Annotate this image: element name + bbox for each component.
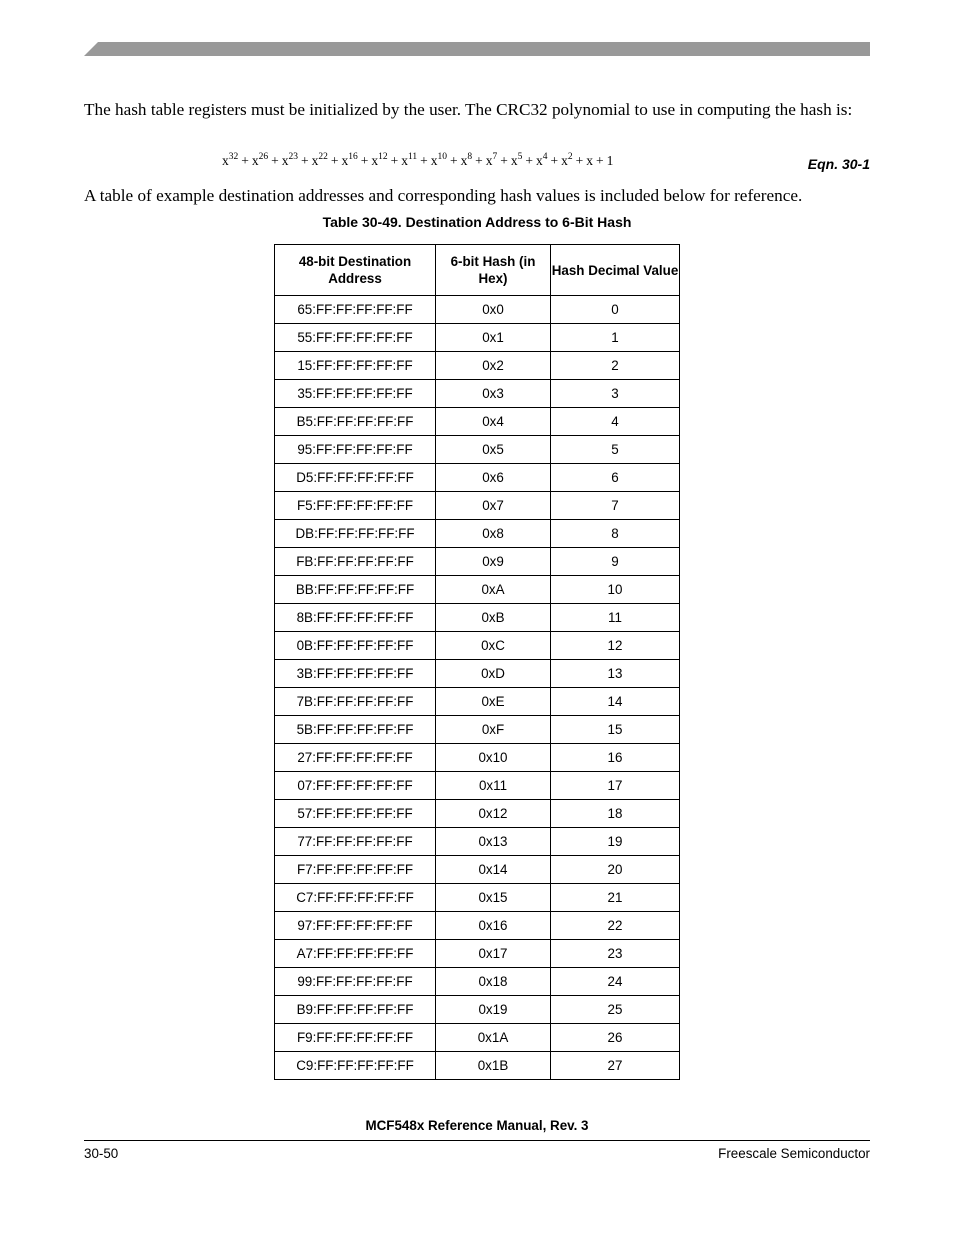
cell-destination-address: F7:FF:FF:FF:FF:FF [275, 856, 436, 884]
cell-hash-hex: 0x18 [436, 968, 551, 996]
cell-hash-hex: 0x4 [436, 408, 551, 436]
cell-destination-address: F5:FF:FF:FF:FF:FF [275, 492, 436, 520]
cell-destination-address: 35:FF:FF:FF:FF:FF [275, 380, 436, 408]
cell-hash-decimal: 18 [551, 800, 680, 828]
equation-operator: + [301, 153, 309, 168]
table-row [275, 1052, 680, 1080]
table-row [275, 576, 680, 604]
equation-term-base: x [586, 153, 594, 168]
table-row [275, 492, 680, 520]
table-row [275, 408, 680, 436]
cell-hash-hex: 0x15 [436, 884, 551, 912]
footer-page-number: 30-50 [84, 1146, 119, 1161]
cell-hash-decimal: 24 [551, 968, 680, 996]
equation-term-exponent: 11 [408, 152, 418, 162]
equation-term-base: x [371, 153, 379, 168]
cell-destination-address: F9:FF:FF:FF:FF:FF [275, 1024, 436, 1052]
equation-term-base: x [281, 153, 289, 168]
header-destination-address: 48-bit Destination Address [275, 245, 436, 296]
equation-operator: + [241, 153, 249, 168]
cell-hash-decimal: 23 [551, 940, 680, 968]
cell-hash-decimal: 19 [551, 828, 680, 856]
table-row [275, 520, 680, 548]
cell-hash-hex: 0xE [436, 688, 551, 716]
footer-manual-title: MCF548x Reference Manual, Rev. 3 [365, 1118, 589, 1133]
cell-hash-hex: 0x14 [436, 856, 551, 884]
table-row [275, 856, 680, 884]
cell-hash-hex: 0x2 [436, 352, 551, 380]
cell-hash-decimal: 3 [551, 380, 680, 408]
cell-hash-hex: 0x17 [436, 940, 551, 968]
header-bar-shape [84, 42, 870, 56]
cell-destination-address: C9:FF:FF:FF:FF:FF [275, 1052, 436, 1080]
cell-destination-address: 97:FF:FF:FF:FF:FF [275, 912, 436, 940]
cell-hash-hex: 0x1B [436, 1052, 551, 1080]
equation-term-exponent: 26 [258, 152, 269, 162]
equation-label: Eqn. 30-1 [807, 156, 870, 172]
cell-hash-decimal: 8 [551, 520, 680, 548]
equation-term-base: 1 [606, 153, 614, 168]
cell-destination-address: A7:FF:FF:FF:FF:FF [275, 940, 436, 968]
cell-hash-hex: 0x10 [436, 744, 551, 772]
intro-paragraph: The hash table registers must be initialized by the user. The CRC32 polynomial to use in computing the hash is: [84, 100, 853, 119]
cell-hash-decimal: 0 [551, 296, 680, 324]
cell-hash-decimal: 22 [551, 912, 680, 940]
table-header-row [275, 245, 680, 296]
cell-hash-decimal: 10 [551, 576, 680, 604]
table-row [275, 436, 680, 464]
cell-destination-address: 65:FF:FF:FF:FF:FF [275, 296, 436, 324]
cell-destination-address: 5B:FF:FF:FF:FF:FF [275, 716, 436, 744]
equation-term-base: x [251, 153, 259, 168]
equation-term-exponent: 10 [437, 152, 448, 162]
equation-operator: + [360, 153, 369, 168]
cell-destination-address: 3B:FF:FF:FF:FF:FF [275, 660, 436, 688]
cell-hash-decimal: 6 [551, 464, 680, 492]
cell-destination-address: 95:FF:FF:FF:FF:FF [275, 436, 436, 464]
cell-hash-decimal: 2 [551, 352, 680, 380]
cell-destination-address: D5:FF:FF:FF:FF:FF [275, 464, 436, 492]
table-title: Table 30-49. Destination Address to 6-Bit Hash [322, 214, 632, 230]
cell-hash-hex: 0x0 [436, 296, 551, 324]
table-row [275, 660, 680, 688]
cell-hash-hex: 0x16 [436, 912, 551, 940]
equation-term-exponent: 2 [567, 152, 573, 162]
table-row [275, 884, 680, 912]
equation-operator: + [575, 153, 584, 168]
equation-term-exponent: 7 [492, 152, 498, 162]
table-row [275, 352, 680, 380]
cell-hash-hex: 0x5 [436, 436, 551, 464]
cell-hash-decimal: 25 [551, 996, 680, 1024]
equation-term-base: x [510, 153, 518, 168]
cell-destination-address: B9:FF:FF:FF:FF:FF [275, 996, 436, 1024]
equation-term-base: x [536, 153, 543, 168]
equation-operator: + [475, 153, 483, 168]
equation-operator: + [271, 153, 279, 168]
table-row [275, 828, 680, 856]
cell-destination-address: 8B:FF:FF:FF:FF:FF [275, 604, 436, 632]
equation-term-exponent: 4 [542, 152, 548, 162]
cell-destination-address: 77:FF:FF:FF:FF:FF [275, 828, 436, 856]
cell-hash-decimal: 9 [551, 548, 680, 576]
cell-destination-address: C7:FF:FF:FF:FF:FF [275, 884, 436, 912]
cell-hash-decimal: 21 [551, 884, 680, 912]
table-row [275, 940, 680, 968]
table-row [275, 604, 680, 632]
cell-hash-hex: 0x1 [436, 324, 551, 352]
cell-hash-decimal: 7 [551, 492, 680, 520]
hash-table [274, 244, 680, 1080]
cell-destination-address: 27:FF:FF:FF:FF:FF [275, 744, 436, 772]
table-row [275, 772, 680, 800]
table-row [275, 380, 680, 408]
cell-destination-address: 55:FF:FF:FF:FF:FF [275, 324, 436, 352]
cell-hash-hex: 0x1A [436, 1024, 551, 1052]
table-row [275, 968, 680, 996]
cell-destination-address: 0B:FF:FF:FF:FF:FF [275, 632, 436, 660]
cell-destination-address: B5:FF:FF:FF:FF:FF [275, 408, 436, 436]
crc32-equation [222, 153, 613, 169]
cell-hash-decimal: 26 [551, 1024, 680, 1052]
equation-operator: + [550, 153, 559, 168]
cell-destination-address: FB:FF:FF:FF:FF:FF [275, 548, 436, 576]
table-body [275, 296, 680, 1080]
cell-hash-decimal: 1 [551, 324, 680, 352]
equation-term-base: x [561, 153, 568, 168]
cell-hash-decimal: 13 [551, 660, 680, 688]
cell-destination-address: 99:FF:FF:FF:FF:FF [275, 968, 436, 996]
table-row [275, 324, 680, 352]
cell-hash-decimal: 11 [551, 604, 680, 632]
equation-term-base: x [430, 153, 438, 168]
equation-term-base: x [341, 153, 349, 168]
table-row [275, 716, 680, 744]
cell-hash-hex: 0x7 [436, 492, 551, 520]
cell-hash-hex: 0xC [436, 632, 551, 660]
cell-destination-address: 7B:FF:FF:FF:FF:FF [275, 688, 436, 716]
table-row [275, 996, 680, 1024]
cell-hash-hex: 0x9 [436, 548, 551, 576]
equation-operator: + [420, 153, 428, 168]
cell-destination-address: 07:FF:FF:FF:FF:FF [275, 772, 436, 800]
cell-hash-decimal: 5 [551, 436, 680, 464]
cell-destination-address: BB:FF:FF:FF:FF:FF [275, 576, 436, 604]
cell-hash-hex: 0x12 [436, 800, 551, 828]
table-row [275, 548, 680, 576]
table-row [275, 464, 680, 492]
header-bar [84, 42, 870, 56]
cell-hash-hex: 0x19 [436, 996, 551, 1024]
cell-hash-hex: 0x11 [436, 772, 551, 800]
equation-term-base: x [222, 153, 229, 168]
cell-destination-address: DB:FF:FF:FF:FF:FF [275, 520, 436, 548]
table-row [275, 912, 680, 940]
cell-hash-decimal: 27 [551, 1052, 680, 1080]
cell-hash-decimal: 12 [551, 632, 680, 660]
table-row [275, 688, 680, 716]
cell-destination-address: 57:FF:FF:FF:FF:FF [275, 800, 436, 828]
table-row [275, 744, 680, 772]
cell-hash-hex: 0x13 [436, 828, 551, 856]
table-row [275, 1024, 680, 1052]
table-row [275, 296, 680, 324]
equation-term-exponent: 32 [228, 152, 239, 162]
cell-hash-decimal: 14 [551, 688, 680, 716]
cell-hash-decimal: 15 [551, 716, 680, 744]
cell-destination-address: 15:FF:FF:FF:FF:FF [275, 352, 436, 380]
cell-hash-decimal: 20 [551, 856, 680, 884]
equation-term-exponent: 23 [288, 152, 298, 162]
equation-operator: + [450, 153, 458, 168]
equation-term-base: x [401, 153, 408, 168]
cell-hash-decimal: 16 [551, 744, 680, 772]
cell-hash-decimal: 17 [551, 772, 680, 800]
equation-term-exponent: 5 [517, 152, 523, 162]
footer-company: Freescale Semiconductor [718, 1146, 870, 1161]
equation-operator: + [500, 153, 508, 168]
cell-hash-hex: 0xD [436, 660, 551, 688]
header-hash-decimal: Hash Decimal Value [551, 245, 680, 296]
table-row [275, 632, 680, 660]
equation-term-base: x [485, 153, 493, 168]
equation-term-exponent: 22 [318, 152, 328, 162]
cell-hash-hex: 0x6 [436, 464, 551, 492]
equation-operator: + [525, 153, 534, 168]
cell-hash-hex: 0xF [436, 716, 551, 744]
equation-term-base: x [460, 153, 468, 168]
cell-hash-decimal: 4 [551, 408, 680, 436]
equation-term-exponent: 8 [467, 152, 473, 162]
cell-hash-hex: 0x8 [436, 520, 551, 548]
equation-term-exponent: 16 [348, 152, 358, 162]
equation-term-exponent: 12 [378, 152, 388, 162]
equation-operator: + [390, 153, 399, 168]
footer-rule [84, 1140, 870, 1141]
equation-operator: + [330, 153, 339, 168]
table-row [275, 800, 680, 828]
cell-hash-hex: 0x3 [436, 380, 551, 408]
equation-term-base: x [311, 153, 319, 168]
cell-hash-hex: 0xB [436, 604, 551, 632]
equation-operator: + [596, 153, 604, 168]
header-hash-hex: 6-bit Hash (in Hex) [436, 245, 551, 296]
cell-hash-hex: 0xA [436, 576, 551, 604]
reference-paragraph: A table of example destination addresses and corresponding hash values is included below for reference. [84, 186, 803, 205]
